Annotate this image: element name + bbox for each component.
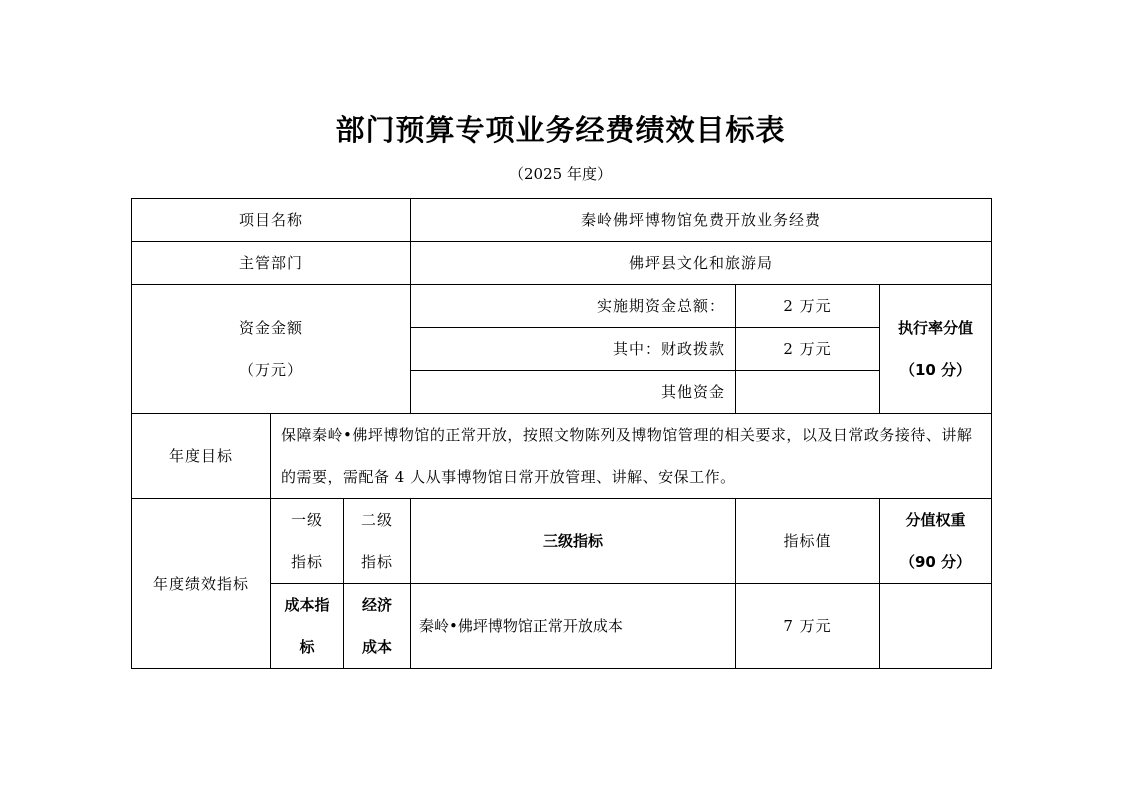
annual-goal-text: 保障秦岭•佛坪博物馆的正常开放，按照文物陈列及博物馆管理的相关要求，以及日常政务接待、讲解的需要，需配备 4 人从事博物馆日常开放管理、讲解、安保工作。	[271, 414, 992, 499]
cost-weight	[880, 584, 992, 669]
fund-fiscal-label: 其中：财政拨款	[411, 328, 736, 371]
fund-total-value: 2 万元	[736, 285, 880, 328]
level1-header	[271, 499, 344, 584]
page-title: 部门预算专项业务经费绩效目标表	[335, 113, 786, 147]
level2-header	[344, 499, 411, 584]
fund-other-value	[736, 371, 880, 414]
level3-header: 三级指标	[411, 499, 736, 584]
project-name-value: 秦岭佛坪博物馆免费开放业务经费	[411, 199, 992, 242]
exec-rate-line2: （10 分）	[899, 361, 972, 379]
weight-header-line1: 分值权重	[905, 511, 966, 529]
performance-table	[131, 198, 992, 669]
cost-level3: 秦岭•佛坪博物馆正常开放成本	[411, 584, 736, 669]
fund-total-label: 实施期资金总额：	[411, 285, 736, 328]
fund-fiscal-value: 2 万元	[736, 328, 880, 371]
weight-header-line2: （90 分）	[899, 553, 972, 571]
cost-level1-text: 成本指标	[284, 596, 330, 656]
fund-other-label: 其他资金	[411, 371, 736, 414]
dept-label: 主管部门	[132, 242, 411, 285]
cost-level1	[271, 584, 344, 669]
cost-value: 7 万元	[736, 584, 880, 669]
weight-header	[880, 499, 992, 584]
cost-level2	[344, 584, 411, 669]
page-subtitle: （2025 年度）	[509, 165, 612, 183]
indicator-label: 年度绩效指标	[132, 499, 271, 669]
cost-level2-text: 经济成本	[361, 596, 392, 656]
fund-label-line1: 资金金额	[238, 319, 303, 337]
dept-value: 佛坪县文化和旅游局	[411, 242, 992, 285]
project-name-label: 项目名称	[132, 199, 411, 242]
target-value-header: 指标值	[736, 499, 880, 584]
exec-rate-line1: 执行率分值	[898, 319, 974, 337]
annual-goal-label: 年度目标	[132, 414, 271, 499]
level2-header-text: 二级指标	[360, 511, 393, 571]
fund-label-line2: （万元）	[238, 361, 303, 379]
level1-header-text: 一级指标	[290, 511, 323, 571]
exec-rate-cell	[880, 285, 992, 414]
fund-label	[132, 285, 411, 414]
